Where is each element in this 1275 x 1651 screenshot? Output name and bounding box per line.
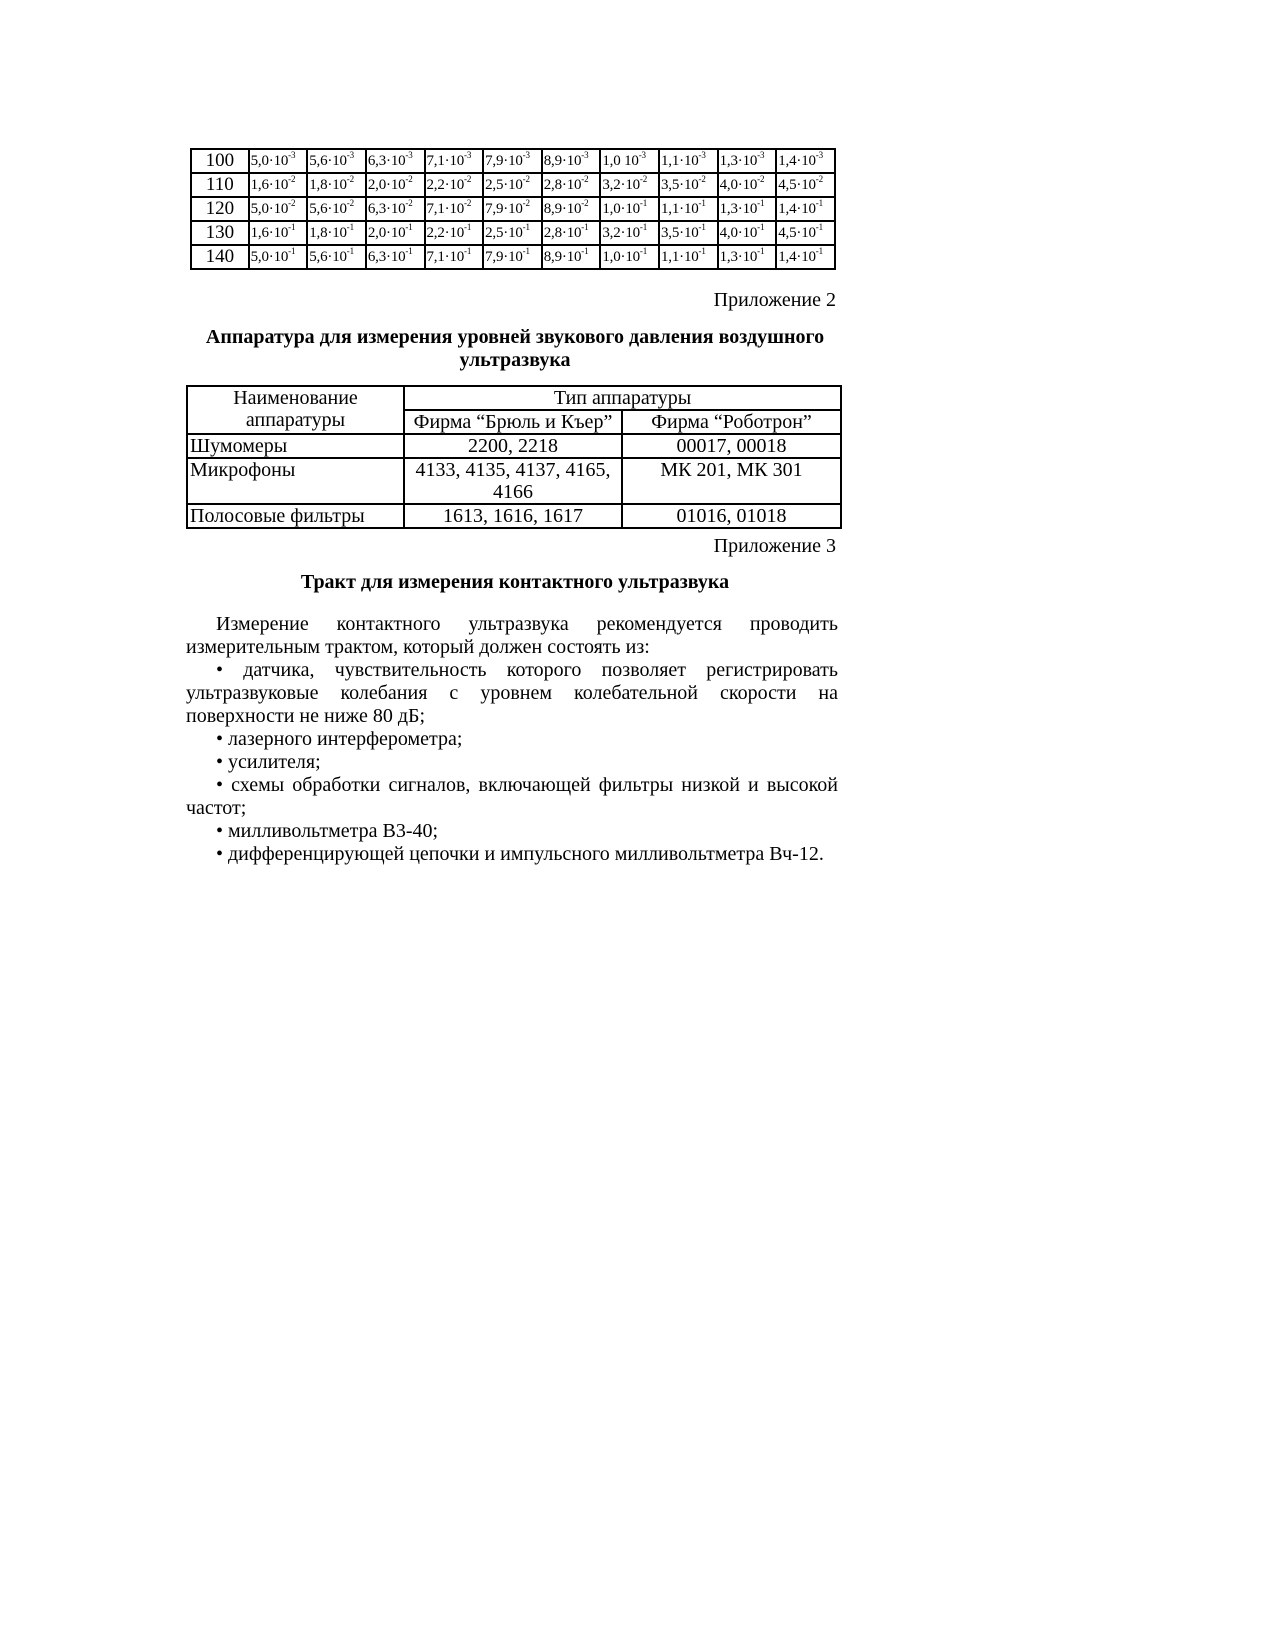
value-exponent: -1 <box>522 246 530 256</box>
value-mantissa: 5,0·10 <box>250 249 289 265</box>
value-mantissa: 2,2·10 <box>426 225 465 241</box>
value-mantissa: 8,9·10 <box>543 201 582 217</box>
value-cell <box>425 245 484 269</box>
value-exponent: -1 <box>815 246 823 256</box>
value-exponent: -2 <box>815 174 823 184</box>
value-exponent: -3 <box>757 150 765 160</box>
value-mantissa: 7,9·10 <box>485 249 523 265</box>
value-exponent: -2 <box>288 198 296 208</box>
value-mantissa: 1,4·10 <box>778 249 816 265</box>
value-cell <box>249 245 308 269</box>
value-exponent: -1 <box>698 246 706 256</box>
value-cell <box>483 149 542 173</box>
value-exponent: -1 <box>405 222 413 232</box>
value-mantissa: 2,5·10 <box>485 225 523 241</box>
value-cell <box>542 221 601 245</box>
value-mantissa: 2,5·10 <box>485 177 523 193</box>
value-mantissa: 1,4·10 <box>778 201 816 217</box>
value-mantissa: 7,1·10 <box>426 201 465 217</box>
equipment-name: Полосовые фильтры <box>187 504 404 528</box>
table-row <box>191 173 835 197</box>
value-exponent: -2 <box>346 198 354 208</box>
value-cell <box>718 221 777 245</box>
header-robotron: Фирма “Роботрон” <box>622 410 841 434</box>
value-mantissa: 7,1·10 <box>426 249 465 265</box>
header-bruel-kjaer: Фирма “Брюль и Къер” <box>404 410 622 434</box>
robotron-models: МК 201, МК 301 <box>622 458 841 504</box>
value-exponent: -2 <box>698 174 706 184</box>
value-cell <box>659 197 718 221</box>
value-mantissa: 6,3·10 <box>367 201 406 217</box>
value-exponent: -1 <box>522 222 530 232</box>
value-mantissa: 8,9·10 <box>543 249 582 265</box>
value-cell <box>600 245 659 269</box>
value-cell <box>366 197 425 221</box>
value-exponent: -3 <box>698 150 706 160</box>
value-cell <box>776 245 835 269</box>
value-cell <box>600 221 659 245</box>
equipment-table <box>186 385 842 529</box>
value-exponent: -1 <box>581 246 589 256</box>
value-exponent: -3 <box>522 150 530 160</box>
value-mantissa: 1,8·10 <box>309 225 347 241</box>
value-exponent: -2 <box>639 174 648 184</box>
value-mantissa: 5,6·10 <box>309 153 347 169</box>
value-exponent: -1 <box>464 246 472 256</box>
value-mantissa: 1,1·10 <box>661 249 699 265</box>
value-cell <box>776 197 835 221</box>
value-cell <box>307 221 366 245</box>
value-exponent: -2 <box>405 174 413 184</box>
value-cell <box>483 173 542 197</box>
value-exponent: -1 <box>346 246 354 256</box>
value-mantissa: 1,4·10 <box>778 153 816 169</box>
table-row <box>187 434 841 458</box>
value-cell <box>425 149 484 173</box>
value-mantissa: 2,8·10 <box>543 177 582 193</box>
value-cell <box>483 245 542 269</box>
value-exponent: -2 <box>581 174 589 184</box>
robotron-models: 01016, 01018 <box>622 504 841 528</box>
table-row <box>191 221 835 245</box>
value-exponent: -1 <box>639 198 648 208</box>
value-cell <box>776 173 835 197</box>
value-cell <box>307 173 366 197</box>
robotron-models: 00017, 00018 <box>622 434 841 458</box>
body-paragraph: Измерение контактного ультразвука рекомендуется проводить измерительным трактом, который должен состоять из: <box>186 613 838 658</box>
equipment-name: Микрофоны <box>187 458 404 504</box>
value-mantissa: 1,6·10 <box>250 177 289 193</box>
value-exponent: -1 <box>288 222 296 232</box>
list-item: • дифференцирующей цепочки и импульсного милливольтметра Вч-12. <box>216 843 824 865</box>
bruel-kjaer-models: 1613, 1616, 1617 <box>404 504 622 528</box>
value-cell <box>249 221 308 245</box>
value-mantissa: 3,5·10 <box>661 225 699 241</box>
value-cell <box>542 197 601 221</box>
value-mantissa: 1,0·10 <box>602 249 640 265</box>
value-cell <box>425 173 484 197</box>
value-cell <box>542 149 601 173</box>
value-exponent: -2 <box>522 174 530 184</box>
value-exponent: -3 <box>288 150 296 160</box>
value-cell <box>249 173 308 197</box>
value-exponent: -2 <box>288 174 296 184</box>
value-mantissa: 7,1·10 <box>426 153 465 169</box>
value-cell <box>776 221 835 245</box>
list-item: • датчика, чувствительность которого позволяет регистрировать ультразвуковые колебания с уровнем колебательной скорости на поверхности не ниже 80 дБ; <box>186 659 838 727</box>
value-mantissa: 5,0·10 <box>250 153 289 169</box>
table-row <box>187 458 841 504</box>
value-cell <box>659 245 718 269</box>
value-mantissa: 8,9·10 <box>543 153 582 169</box>
value-exponent: -1 <box>405 246 413 256</box>
value-exponent: -1 <box>698 198 706 208</box>
value-exponent: -3 <box>405 150 413 160</box>
bruel-kjaer-models: 2200, 2218 <box>404 434 622 458</box>
value-mantissa: 5,6·10 <box>309 249 347 265</box>
equipment-name: Шумомеры <box>187 434 404 458</box>
value-cell <box>249 197 308 221</box>
value-cell <box>659 173 718 197</box>
value-mantissa: 2,2·10 <box>426 177 465 193</box>
value-cell <box>718 149 777 173</box>
value-exponent: -2 <box>464 198 472 208</box>
level-cell: 100 <box>191 149 249 173</box>
value-exponent: -1 <box>581 222 589 232</box>
value-mantissa: 6,3·10 <box>367 153 406 169</box>
value-exponent: -1 <box>639 222 648 232</box>
value-mantissa: 3,2·10 <box>602 225 640 241</box>
velocity-level-table <box>190 148 836 270</box>
value-mantissa: 5,6·10 <box>309 201 347 217</box>
value-cell <box>307 197 366 221</box>
value-cell <box>483 221 542 245</box>
value-mantissa: 4,5·10 <box>778 225 816 241</box>
value-cell <box>366 245 425 269</box>
value-exponent: -3 <box>346 150 354 160</box>
value-mantissa: 4,0·10 <box>719 177 758 193</box>
value-cell <box>718 173 777 197</box>
value-mantissa: 1,0 10 <box>602 153 639 169</box>
table-row <box>187 504 841 528</box>
value-mantissa: 1,1·10 <box>661 201 699 217</box>
value-cell <box>483 197 542 221</box>
header-equipment-name: Наименование аппаратуры <box>187 386 404 434</box>
value-cell <box>307 149 366 173</box>
value-exponent: -1 <box>288 246 296 256</box>
value-cell <box>425 197 484 221</box>
value-mantissa: 2,0·10 <box>367 225 406 241</box>
value-exponent: -2 <box>405 198 413 208</box>
value-mantissa: 5,0·10 <box>250 201 289 217</box>
table-row <box>191 149 835 173</box>
value-cell <box>776 149 835 173</box>
list-item: • схемы обработки сигналов, включающей фильтры низкой и высокой частот; <box>186 774 838 819</box>
value-exponent: -1 <box>757 198 765 208</box>
appendix-2-label: Приложение 2 <box>713 289 836 311</box>
value-exponent: -1 <box>346 222 354 232</box>
value-mantissa: 1,3·10 <box>719 249 758 265</box>
value-cell <box>366 173 425 197</box>
value-mantissa: 1,3·10 <box>719 201 758 217</box>
value-mantissa: 7,9·10 <box>485 201 523 217</box>
value-cell <box>600 149 659 173</box>
value-exponent: -1 <box>464 222 472 232</box>
list-item: • усилителя; <box>216 751 321 773</box>
value-exponent: -1 <box>757 222 765 232</box>
appendix-3-label: Приложение 3 <box>713 535 836 557</box>
value-mantissa: 1,6·10 <box>250 225 289 241</box>
value-mantissa: 4,0·10 <box>719 225 758 241</box>
level-cell: 120 <box>191 197 249 221</box>
value-mantissa: 2,8·10 <box>543 225 582 241</box>
value-exponent: -1 <box>815 198 823 208</box>
value-mantissa: 7,9·10 <box>485 153 523 169</box>
table-row <box>191 245 835 269</box>
value-cell <box>425 221 484 245</box>
value-cell <box>659 221 718 245</box>
appendix-3-body <box>186 613 838 866</box>
value-cell <box>600 173 659 197</box>
value-mantissa: 3,5·10 <box>661 177 699 193</box>
value-exponent: -1 <box>698 222 706 232</box>
level-cell: 130 <box>191 221 249 245</box>
value-exponent: -2 <box>346 174 354 184</box>
value-exponent: -3 <box>464 150 472 160</box>
value-cell <box>542 245 601 269</box>
list-item: • милливольтметра В3-40; <box>216 820 439 842</box>
value-exponent: -3 <box>815 150 823 160</box>
value-exponent: -2 <box>581 198 589 208</box>
value-exponent: -1 <box>815 222 823 232</box>
table-header-row <box>187 386 841 410</box>
value-mantissa: 1,0·10 <box>602 201 640 217</box>
value-exponent: -1 <box>639 246 648 256</box>
value-cell <box>718 197 777 221</box>
value-cell <box>366 221 425 245</box>
appendix-3-title: Тракт для измерения контактного ультразвука <box>300 571 730 593</box>
value-mantissa: 2,0·10 <box>367 177 406 193</box>
value-exponent: -2 <box>464 174 472 184</box>
value-exponent: -3 <box>638 150 646 160</box>
table-row <box>191 197 835 221</box>
value-mantissa: 4,5·10 <box>778 177 816 193</box>
bruel-kjaer-models: 4133, 4135, 4137, 4165, 4166 <box>404 458 622 504</box>
level-cell: 140 <box>191 245 249 269</box>
value-cell <box>366 149 425 173</box>
header-equipment-type: Тип аппаратуры <box>404 386 841 410</box>
value-cell <box>542 173 601 197</box>
value-exponent: -2 <box>757 174 765 184</box>
value-cell <box>600 197 659 221</box>
value-exponent: -1 <box>757 246 765 256</box>
value-cell <box>659 149 718 173</box>
value-exponent: -3 <box>581 150 589 160</box>
value-mantissa: 1,1·10 <box>661 153 699 169</box>
value-cell <box>307 245 366 269</box>
value-cell <box>718 245 777 269</box>
value-exponent: -2 <box>522 198 530 208</box>
value-cell <box>249 149 308 173</box>
list-item: • лазерного интерферометра; <box>216 728 463 750</box>
value-mantissa: 3,2·10 <box>602 177 640 193</box>
value-mantissa: 6,3·10 <box>367 249 406 265</box>
level-cell: 110 <box>191 173 249 197</box>
value-mantissa: 1,8·10 <box>309 177 347 193</box>
appendix-2-title: Аппаратура для измерения уровней звукового давления воздушного ультразвука <box>205 326 825 371</box>
value-mantissa: 1,3·10 <box>719 153 758 169</box>
